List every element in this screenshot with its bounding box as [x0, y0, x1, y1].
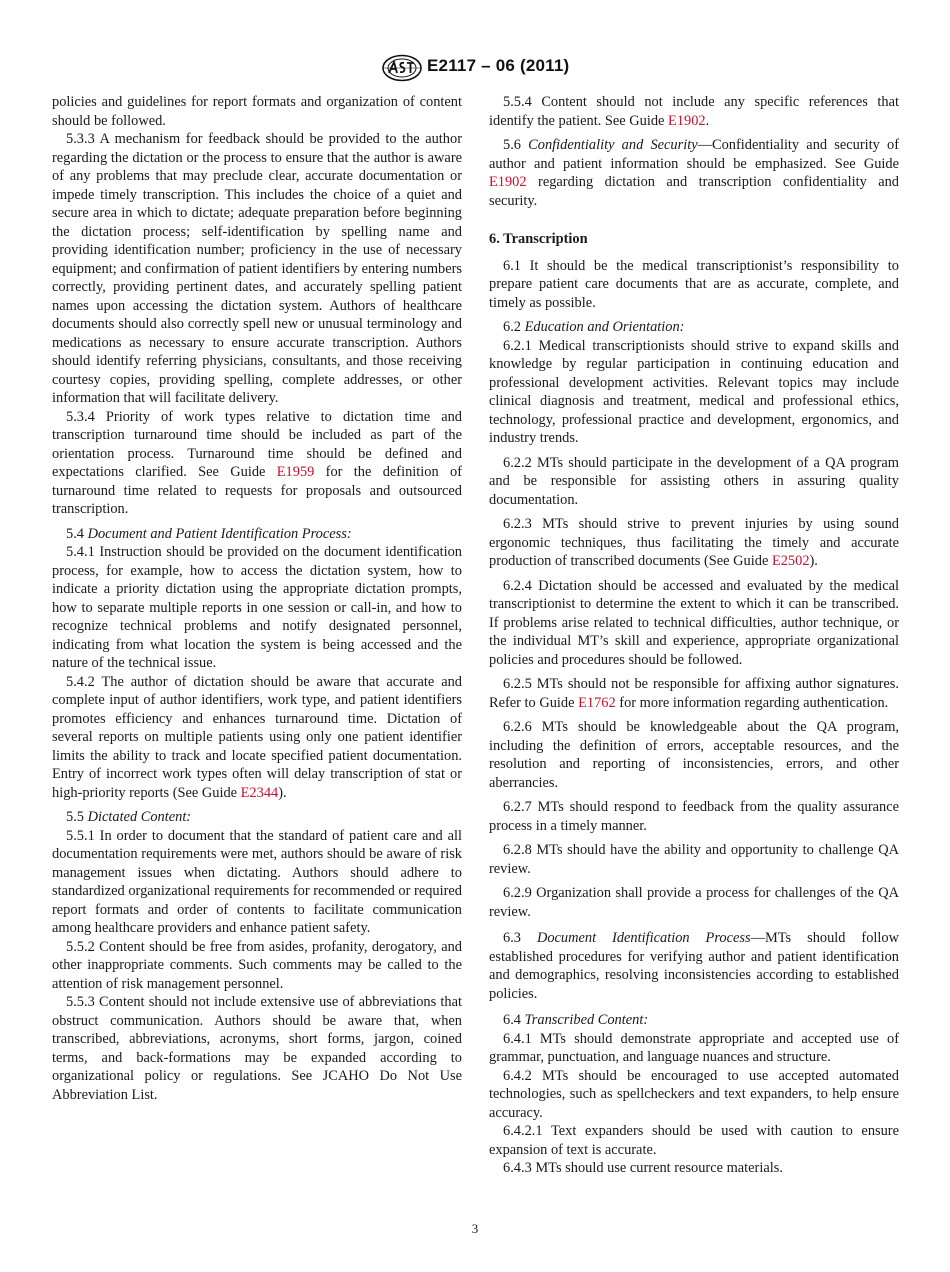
- page-number: 3: [471, 1221, 479, 1236]
- guide-link-e2344[interactable]: E2344: [240, 784, 279, 801]
- section-heading-transcription: 6. Transcription: [489, 231, 588, 247]
- paragraph-5-3-4: 5.3.4 Priority of work types relative to dictation time and transcription turnaround time should be included as part of the orientation process. Turnaround time should be defined and expectations clarified. See Guide E1959 for the definition of turnaround time related to requests for proposals and outsourced transcription.: [52, 408, 462, 517]
- paragraph-5-4-1: 5.4.1 Instruction should be provided on the document identification process, for example, how to access the dictation system, how to indicate a priority dictation using the appropriate dictation prompts, how to separate multiple reports in one session or call-in, and how to recognize technical problems and notify designated personnel, indicating from what location the system is being accessed and the nature of the technical issue.: [52, 544, 462, 671]
- page-header: [0, 54, 950, 84]
- paragraph-6-2-9: 6.2.9 Organization shall provide a process for challenges of the QA review.: [489, 885, 899, 920]
- paragraph-6-2-2: 6.2.2 MTs should participate in the development of a QA program and be responsible for assisting others in assuring quality documentation.: [489, 454, 899, 508]
- right-column: [489, 93, 899, 1178]
- paragraph-6-4-2-1: 6.4.2.1 Text expanders should be used with caution to ensure expansion of text is accurate.: [489, 1123, 899, 1158]
- paragraph-5-5-2: 5.5.2 Content should be free from asides, profanity, derogatory, and other inappropriate comments. Such comments may be called to the attention of risk management personnel.: [52, 938, 462, 992]
- paragraph-6-2-5: 6.2.5 MTs should not be responsible for affixing author signatures. Refer to Guide E1762 for more information regarding authentication.: [489, 676, 899, 711]
- paragraph-5-3-3: 5.3.3 A mechanism for feedback should be provided to the author regarding the dictation or the process to ensure that the author is aware of any problems that may preclude clear, accurate documentation or impede timely transcription. This includes the choice of a quiet and secure area in which to dictate; adequate preparation before beginning the dictation process; self-identification by spelling name and providing identification number; proficiency in the use of necessary equipment; and confirmation of patient identifiers by entering numbers correctly, providing pertinent dates, and accurately spelling patient names upon accessing the dictation system. Authors of healthcare documents should also correctly spell new or unusual terminology and medications as necessary to ensure accurate transcription. Authors should identify referring physicians, consultants, and those receiving courtesy copies, providing spelling, complete addresses, or other information that will facilitate delivery.: [52, 131, 462, 406]
- paragraph-5-5-4: 5.5.4 Content should not include any specific references that identify the patient. See Guide E1902.: [489, 94, 899, 129]
- paragraph-6-2-3: 6.2.3 MTs should strive to prevent injuries by using sound ergonomic techniques, thus facilitating the timely and accurate production of transcribed documents (See Guide E2502).: [489, 516, 899, 569]
- standard-designation: E2117 – 06 (2011): [427, 56, 570, 75]
- section-6-2-title: 6.2 Education and Orientation:: [503, 319, 685, 335]
- section-5-4-title: 5.4 Document and Patient Identification Process:: [66, 525, 352, 542]
- paragraph-6-2-8: 6.2.8 MTs should have the ability and opportunity to challenge QA review.: [489, 842, 899, 877]
- paragraph-6-4-3: 6.4.3 MTs should use current resource materials.: [503, 1160, 783, 1176]
- paragraph-6-4-2: 6.4.2 MTs should be encouraged to use accepted automated technologies, such as spellcheckers and text expanders, to help ensure accuracy.: [489, 1067, 899, 1121]
- guide-link-e1902[interactable]: E1902: [489, 174, 527, 190]
- paragraph-6-4-1: 6.4.1 MTs should demonstrate appropriate and accepted use of grammar, punctuation, and language nuances and structure.: [489, 1030, 899, 1065]
- paragraph-5-4-2: 5.4.2 The author of dictation should be aware that accurate and complete input of author identifiers, work type, and patient identifiers promotes efficiency and enhances turnaround time. Dictation of several reports on multiple patients using only one patient identifier limits the ability to track and locate specified patient documentation. Entry of incorrect work types often will delay transcription of stat or high-priority reports (See Guide E2344).: [52, 673, 462, 801]
- section-5-5-title: 5.5 Dictated Content:: [66, 809, 192, 825]
- paragraph-6-2-6: 6.2.6 MTs should be knowledgeable about the QA program, including the definition of errors, acceptable resources, and the resolution and reporting of inconsistencies, errors, and other aberrancies.: [489, 719, 899, 791]
- paragraph-5-5-1: 5.5.1 In order to document that the standard of patient care and all documentation requirements were met, authors should be aware of risk management issues when dictating. Authors should adhere to standardized organizational requirements for recommended or required report formats and order of contents to facilitate communication among healthcare providers and enhance patient safety.: [52, 827, 462, 936]
- guide-link-e1959[interactable]: E1959: [276, 464, 315, 480]
- paragraph-6-2-4: 6.2.4 Dictation should be accessed and evaluated by the medical transcriptionist to determine the extent to which it can be transcribed. If problems arise related to technical difficulties, author technique, or the individual MT’s skill and experience, appropriate organizational policies and procedures should be followed.: [489, 577, 899, 668]
- paragraph-6-2-7: 6.2.7 MTs should respond to feedback from the quality assurance process in a timely manner.: [489, 799, 899, 834]
- astm-logo-icon: [381, 54, 423, 82]
- paragraph-6-2-1: 6.2.1 Medical transcriptionists should strive to expand skills and knowledge by regular participation in continuing education and professional development activities. Relevant topics may include clinical diagnosis and treatment, medical and professional ethics, technology, professional practice and development, ergonomics, and industry trends.: [489, 337, 899, 446]
- section-5-6: 5.6 Confidentiality and Security—Confidentiality and security of author and patient information should be emphasized. See Guide E1902 regarding dictation and transcription confidentiality and security.: [489, 137, 899, 209]
- paragraph: policies and guidelines for report formats and organization of content should be followed.: [52, 94, 462, 129]
- paragraph-6-1: 6.1 It should be the medical transcriptionist’s responsibility to prepare patient care documents that are as accurate, complete, and timely as possible.: [489, 257, 899, 311]
- left-column: [52, 93, 462, 1104]
- section-6-4-title: 6.4 Transcribed Content:: [503, 1012, 649, 1028]
- guide-link-e2502[interactable]: E2502: [771, 553, 810, 569]
- guide-link-e1762[interactable]: E1762: [578, 694, 616, 711]
- paragraph-5-5-3: 5.5.3 Content should not include extensive use of abbreviations that obstruct communication. Authors should be aware that, when transcribed, abbreviations, acronyms, short forms, jargon, coined terms, and back-formations may be expanded according to organizational policy or regulations. See JCAHO Do Not Use Abbreviation List.: [52, 994, 462, 1103]
- section-6-3: 6.3 Document Identification Process—MTs should follow established procedures for verifying author and patient identification and demographics, resolving inconsistencies according to established policies.: [489, 930, 900, 1002]
- guide-link-e1902[interactable]: E1902: [668, 112, 706, 129]
